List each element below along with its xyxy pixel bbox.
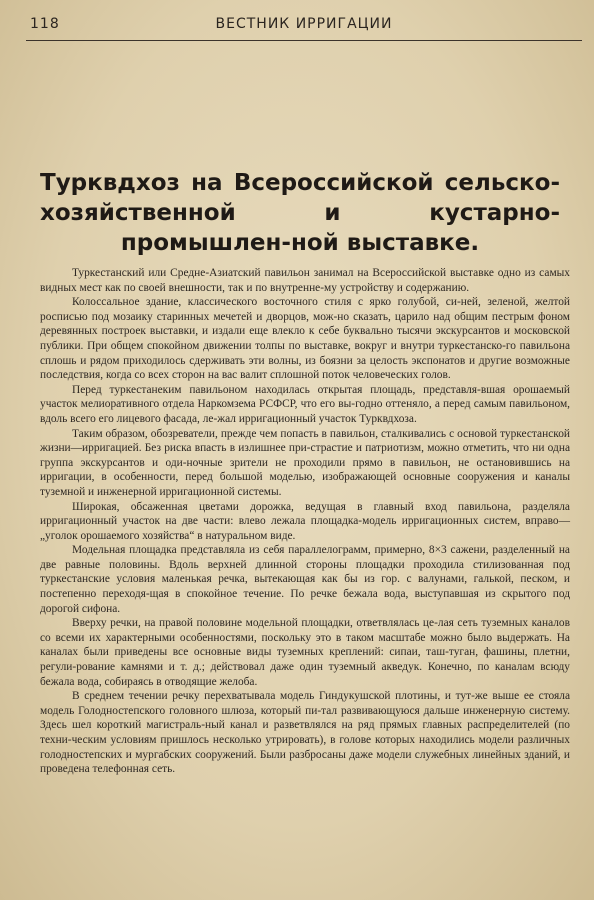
paragraph: Перед туркестанеким павильоном находилась открытая площадь, представля-вшая орошаемый участок мелиоративного отдела Наркомзема РСФСР, что его вы-годно оттеняло, а перед самым павильоном, вдоль всего его лицевого фасада, ле-жал ирригационный участок Турквдхоза. [40,383,570,425]
article-title: Турквдхоз на Всероссийской сельско-хозяйственной и кустарно-промышлен-ной выставке. [40,170,560,256]
page-number: 118 [30,16,60,32]
paragraph: Модельная площадка представляла из себя параллелограмм, примерно, 8×3 сажени, разделенный на две равные половины. Вдоль верхней длинной стороны площадки проходила стилизованная под туркестанские условия маленькая речка, вытекающая как бы из гор. с валунами, галькой, песком, и постепенно переходя-щая в спокойное течение. По речке бежала вода, выступавшая из скрытого под дорогой сифона. [40,544,570,615]
running-head: ВЕСТНИК ИРРИГАЦИИ [215,16,393,32]
paragraph: Широкая, обсаженная цветами дорожка, ведущая в главный вход павильона, разделяла ирригационный участок на две части: влево лежала площадка-модель ирригационных систем, вправо—„уголок орошаемого хозяйства“ в натуральном виде. [40,500,570,542]
paragraph: Колоссальное здание, классического восточного стиля с ярко голубой, си-ней, зеленой, желтой росписью под мозаику старинных мечетей и дворцов, мож-но сказать, царило над общим пестрым фоном деревянных построек выставки, и издали еще влекло к себе буквально тысячи экскурсантов и московской публики. При общем спокойном движении толпы по выставке, вокруг и внутри туркестанско-го павильона сплошь и рядом приходилось сдерживать эти волны, из боязни за целость экспонатов и другие возможные последствия, когда со всех сторон на вас валит сплошной поток человеческих голов. [40,296,570,382]
page-header [26,10,582,41]
article-body [40,266,570,777]
paragraph: Таким образом, обозреватели, прежде чем попасть в павильон, сталкивались с основой туркестанской жизни—ирригацией. Без риска впасть в излишнее при-страстие и патриотизм, можно отметить, что ни одна группа экскурсантов и оди-ночные зрители не проходили прямо в павильон, не остановившись на ирригации, в особенности, перед большой моделью, изображающей основные сооружения и каналы туземной и инженерной ирригационной системы. [40,427,570,498]
paragraph: Туркестанский или Средне-Азиатский павильон занимал на Всероссийской выставке одно из самых видных мест как по своей внешности, так и по внутренне-му устройству и содержанию. [40,267,570,294]
paragraph: В среднем течении речку перехватывала модель Гиндукушской плотины, и тут-же выше ее стояла модель Голодностепского головного шлюза, который пи-тал развивающуюся дальше инженерную систему. Здесь шел короткий магистраль-ный канал и разветвлялся на ряд прямых главных распределителей (по техни-ческим условиям пришлось несколько утрировать), в голове которых находились модели различных голодностепских и мургабских сооружений. Были разбросаны даже модели служебных линейных зданий, и проведена телефонная сеть. [40,690,570,776]
paragraph: Вверху речки, на правой половине модельной площадки, ответвлялась це-лая сеть туземных каналов со всеми их характерными особенностями, поскольку это в таком масштабе можно было выдержать. На каналах были приведены все основные виды туземных креплений: сипаи, таш-туган, фашины, плетни, регули-рование камнями и т. д.; действовал даже один туземный акведук. Конечно, по каналам всюду бежала вода, собираясь в отводящие желоба. [40,617,570,688]
